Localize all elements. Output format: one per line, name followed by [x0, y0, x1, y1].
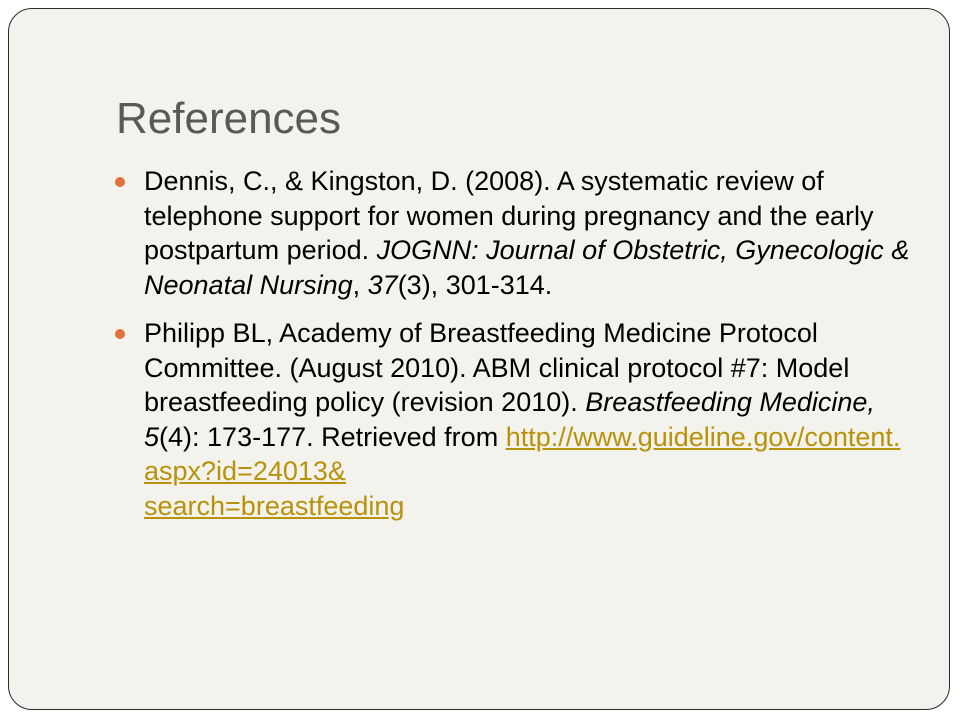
slide-title: References: [116, 94, 342, 143]
reference-text: [144, 164, 915, 302]
reference-issue-pages: (4): 173-177. Retrieved from: [159, 421, 506, 452]
reference-url-line2: search=breastfeeding: [144, 490, 405, 521]
reference-list: [115, 164, 915, 523]
bullet-icon: [115, 329, 125, 339]
reference-authors-title: Philipp BL, Academy of Breastfeeding Medicine Protocol Committee. (August 2010). ABM clinical protocol #7: Model breastfeeding policy (revision 2010).: [144, 318, 850, 417]
reference-item-dennis: [115, 164, 915, 302]
reference-url-line1: http://www.guideline.gov/content.aspx?id=24013&: [144, 421, 901, 486]
bullet-icon: [115, 177, 125, 187]
reference-authors-title: Dennis, C., & Kingston, D. (2008). A systematic review of telephone support for women during pregnancy and the early postpartum period.: [144, 166, 874, 265]
reference-item-philipp: [115, 316, 915, 523]
reference-journal: Breastfeeding Medicine, 5: [144, 387, 875, 452]
reference-issue-pages: (3), 301-314.: [397, 269, 553, 300]
reference-volume: 37: [367, 269, 398, 300]
slide-frame: [8, 8, 950, 710]
reference-separator: ,: [352, 269, 368, 300]
reference-text: [144, 316, 915, 523]
reference-journal: JOGNN: Journal of Obstetric, Gynecologic & Neonatal Nursing: [144, 235, 910, 300]
